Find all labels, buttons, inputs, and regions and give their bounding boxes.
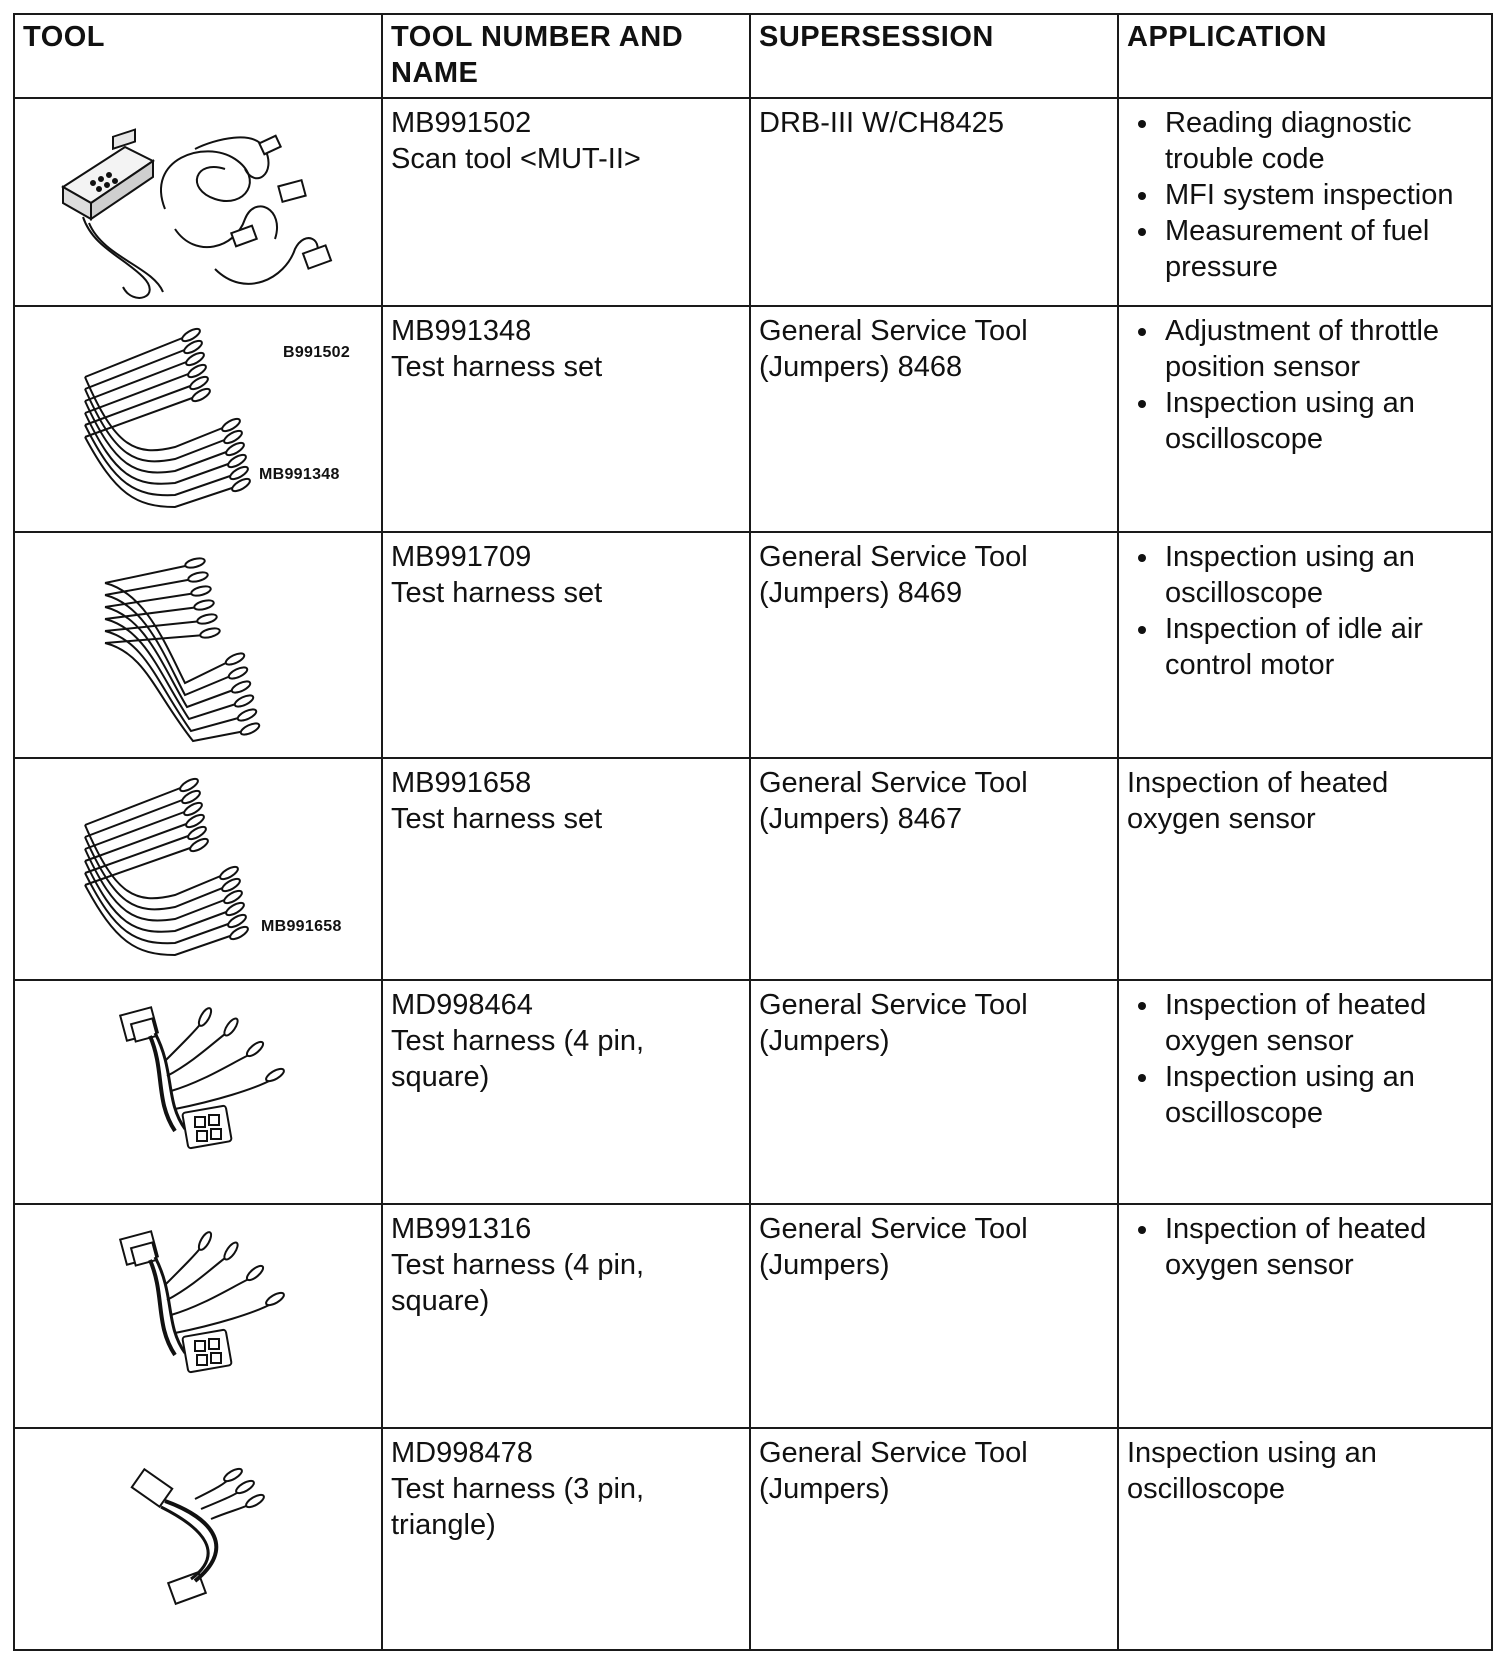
application-item: MFI system inspection xyxy=(1127,177,1483,213)
tool-name: Test harness (4 pin, square) xyxy=(391,1025,645,1093)
tool-number-name-cell xyxy=(382,1428,750,1650)
supersession-cell xyxy=(750,980,1118,1204)
supersession-cell xyxy=(750,758,1118,980)
application-item: Measurement of fuel pressure xyxy=(1127,213,1483,285)
tool-number: MB991316 xyxy=(391,1213,532,1245)
supersession-text: (Jumpers) 8467 xyxy=(759,803,963,835)
connector-harness-icon xyxy=(15,1205,359,1423)
tool-number-name-cell xyxy=(382,758,750,980)
tool-number: MB991658 xyxy=(391,767,532,799)
table-row xyxy=(14,306,1492,532)
tool-image-label: MB991658 xyxy=(261,918,342,935)
supersession-text: (Jumpers) 8468 xyxy=(759,351,963,383)
application-item: Inspection using an oscilloscope xyxy=(1127,539,1483,611)
table-row xyxy=(14,980,1492,1204)
application-list xyxy=(1127,539,1483,683)
tool-image-label: MB991348 xyxy=(259,466,340,483)
application-item: Inspection using an oscilloscope xyxy=(1127,385,1483,457)
tool-number: MD998464 xyxy=(391,989,533,1021)
table-row xyxy=(14,758,1492,980)
supersession-cell xyxy=(750,98,1118,306)
header-row xyxy=(14,14,1492,98)
application-item: Inspection using an oscilloscope xyxy=(1127,1059,1483,1131)
tool-image-cell xyxy=(14,532,382,758)
special-tools-table xyxy=(13,13,1493,1651)
application-list xyxy=(1127,987,1483,1131)
application-item: Adjustment of throttle position sensor xyxy=(1127,313,1483,385)
supersession-cell xyxy=(750,1204,1118,1428)
table-row xyxy=(14,1204,1492,1428)
tool-name: Scan tool <MUT-II> xyxy=(391,143,641,175)
application-cell xyxy=(1118,980,1492,1204)
supersession-text: General Service Tool xyxy=(759,767,1028,799)
tool-image-cell xyxy=(14,758,382,980)
tool-image-label: B991502 xyxy=(283,344,351,361)
supersession-text: General Service Tool xyxy=(759,1437,1028,1469)
supersession-cell xyxy=(750,1428,1118,1650)
supersession-text: General Service Tool xyxy=(759,541,1028,573)
tool-image-cell xyxy=(14,1428,382,1650)
application-cell xyxy=(1118,306,1492,532)
supersession-text: (Jumpers) xyxy=(759,1249,890,1281)
connector-harness-icon xyxy=(15,981,359,1199)
header-supersession: SUPERSESSION xyxy=(750,14,1118,98)
tool-name: Test harness (4 pin, square) xyxy=(391,1249,645,1317)
tool-number: MB991502 xyxy=(391,107,532,139)
supersession-text: DRB-III W/CH8425 xyxy=(759,107,1004,139)
application-cell xyxy=(1118,98,1492,306)
tool-number: MB991348 xyxy=(391,315,532,347)
test-harness-icon xyxy=(15,307,359,527)
supersession-text: (Jumpers) xyxy=(759,1025,890,1057)
tool-image-cell xyxy=(14,980,382,1204)
tool-number: MB991709 xyxy=(391,541,532,573)
application-item: Inspection of heated oxygen sensor xyxy=(1127,987,1483,1059)
tool-name: Test harness set xyxy=(391,577,603,609)
supersession-text: General Service Tool xyxy=(759,989,1028,1021)
supersession-cell xyxy=(750,532,1118,758)
supersession-text: General Service Tool xyxy=(759,1213,1028,1245)
application-item: Reading diagnostic trouble code xyxy=(1127,105,1483,177)
header-number-name: TOOL NUMBER AND NAME xyxy=(382,14,750,98)
application-list xyxy=(1127,1211,1483,1283)
table-row xyxy=(14,1428,1492,1650)
tool-number: MD998478 xyxy=(391,1437,533,1469)
supersession-cell xyxy=(750,306,1118,532)
application-text: Inspection of heated oxygen sensor xyxy=(1127,767,1389,835)
application-item: Inspection of heated oxygen sensor xyxy=(1127,1211,1483,1283)
tool-number-name-cell xyxy=(382,532,750,758)
tool-image-cell xyxy=(14,1204,382,1428)
application-list xyxy=(1127,313,1483,457)
test-harness-icon xyxy=(15,533,359,753)
table-row xyxy=(14,98,1492,306)
tool-image-cell xyxy=(14,98,382,361)
supersession-text: (Jumpers) xyxy=(759,1473,890,1505)
supersession-text: (Jumpers) 8469 xyxy=(759,577,963,609)
tool-image-cell xyxy=(14,306,382,532)
application-cell xyxy=(1118,758,1492,980)
tool-number-name-cell xyxy=(382,1204,750,1428)
application-cell xyxy=(1118,532,1492,758)
tool-name: Test harness set xyxy=(391,803,603,835)
tool-name: Test harness set xyxy=(391,351,603,383)
application-cell xyxy=(1118,1428,1492,1650)
test-harness-icon xyxy=(15,759,359,975)
triangle-harness-icon xyxy=(15,1429,359,1645)
table-row xyxy=(14,532,1492,758)
scan-tool-icon xyxy=(15,99,359,299)
application-item: Inspection of idle air control motor xyxy=(1127,611,1483,683)
header-tool: TOOL xyxy=(14,14,382,98)
tool-name: Test harness (3 pin, triangle) xyxy=(391,1473,645,1541)
application-list xyxy=(1127,105,1483,285)
header-application: APPLICATION xyxy=(1118,14,1492,98)
tool-number-name-cell xyxy=(382,306,750,532)
tool-number-name-cell xyxy=(382,980,750,1204)
application-text: Inspection using an oscilloscope xyxy=(1127,1437,1377,1505)
tool-number-name-cell xyxy=(382,98,750,306)
supersession-text: General Service Tool xyxy=(759,315,1028,347)
application-cell xyxy=(1118,1204,1492,1428)
